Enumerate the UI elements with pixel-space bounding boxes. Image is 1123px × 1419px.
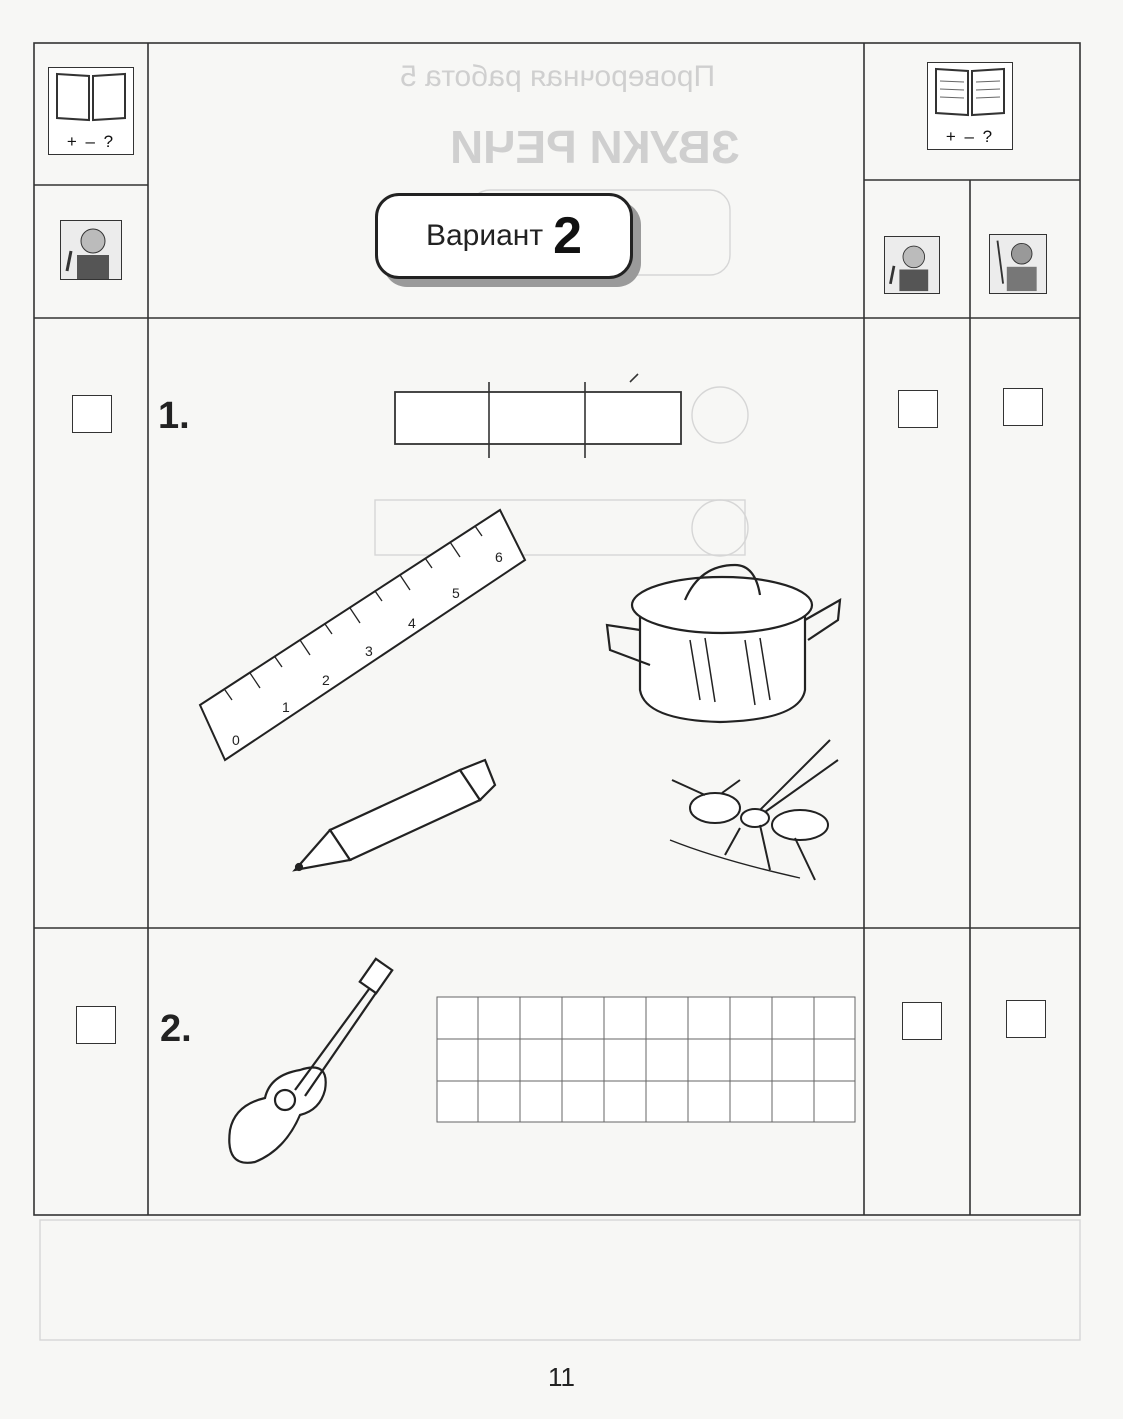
svg-text:3: 3 [365, 643, 373, 659]
book-caption: + – ? [945, 127, 995, 146]
book-icon-right [927, 62, 1013, 150]
svg-text:1: 1 [282, 699, 290, 715]
ant-icon [670, 740, 838, 880]
student-icon [60, 220, 122, 280]
book-icon [49, 68, 133, 128]
book-icon-left [48, 67, 134, 155]
task-2-self-check-box[interactable] [76, 1006, 116, 1044]
variant-label: Вариант [425, 219, 544, 252]
task-1-number: 1. [158, 395, 190, 437]
svg-text:0: 0 [232, 732, 240, 748]
pencil-icon [295, 760, 495, 870]
task-2-student-check-box[interactable] [902, 1002, 942, 1040]
svg-text:4: 4 [408, 615, 416, 631]
guitar-icon [229, 959, 392, 1163]
word-scheme[interactable] [395, 374, 681, 458]
svg-text:6: 6 [495, 549, 503, 565]
student-icon [884, 236, 940, 294]
variant-badge [375, 193, 633, 279]
svg-text:5: 5 [452, 585, 460, 601]
svg-text:2: 2 [322, 672, 330, 688]
ghost-subtitle: ЗВУКИ РЕЧИ [450, 121, 740, 173]
ruler-icon [200, 510, 525, 760]
task-1-student-check-box[interactable] [898, 390, 938, 428]
writing-grid[interactable] [437, 997, 855, 1122]
book-icon [928, 63, 1012, 123]
book-caption: + – ? [66, 132, 116, 151]
teacher-icon [989, 234, 1047, 294]
page-number: 11 [548, 1362, 575, 1392]
task-1-self-check-box[interactable] [72, 395, 112, 433]
task-1-teacher-check-box[interactable] [1003, 388, 1043, 426]
ghost-title: Проверочная работа 5 [400, 60, 716, 93]
variant-number: 2 [553, 207, 583, 265]
pot-icon [607, 565, 840, 722]
task-2-number: 2. [160, 1008, 192, 1050]
task-2-teacher-check-box[interactable] [1006, 1000, 1046, 1038]
